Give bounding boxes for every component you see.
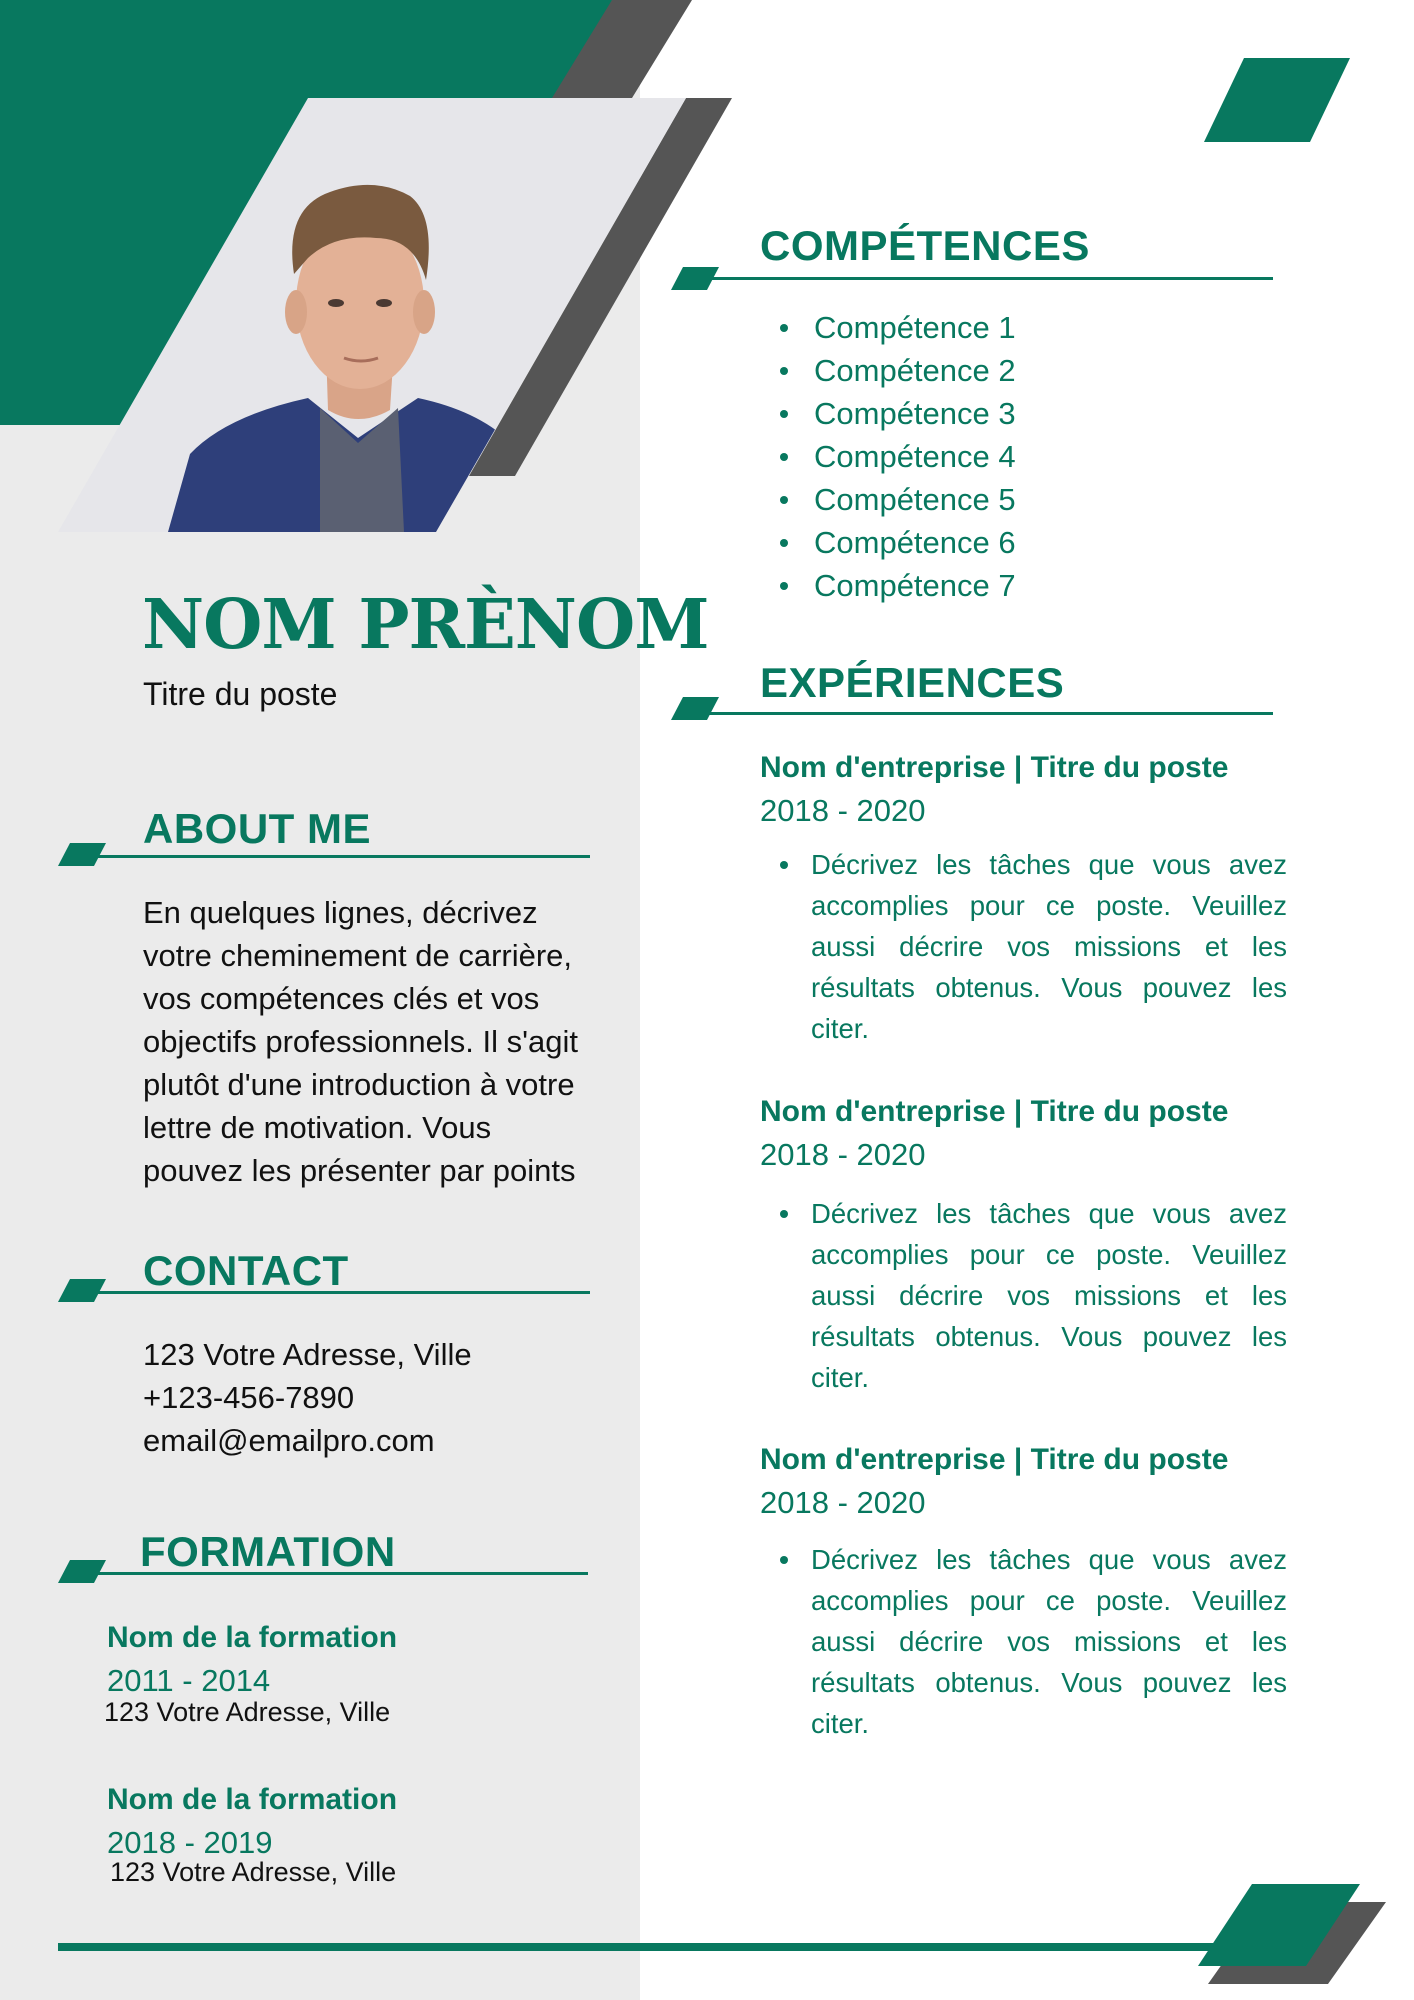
contact-email: email@emailpro.com (143, 1423, 435, 1458)
formation-years: 2018 - 2019 (107, 1825, 273, 1860)
top-right-parallelogram (1204, 58, 1350, 142)
skill-item: Compétence 1 (760, 306, 1016, 349)
skills-list (760, 306, 1016, 607)
experience-years: 2018 - 2020 (760, 793, 926, 828)
contact-details (143, 1333, 472, 1462)
formation-name: Nom de la formation (107, 1783, 398, 1816)
contact-address: 123 Votre Adresse, Ville (143, 1337, 472, 1372)
contact-section-title: CONTACT (143, 1247, 349, 1294)
profile-photo (58, 98, 686, 532)
experience-item (760, 1440, 1228, 1526)
skills-section-title: COMPÉTENCES (760, 222, 1090, 269)
skill-item: Compétence 3 (760, 392, 1016, 435)
candidate-job-title: Titre du poste (143, 676, 338, 712)
candidate-name: NOM PRÈNOM (142, 585, 709, 665)
formation-years: 2011 - 2014 (107, 1663, 271, 1698)
experience-description: Décrivez les tâches que vous avez accomplies pour ce poste. Veuillez aussi décrire vos missions et les résultats obtenus. Vous pouvez les citer. (811, 849, 1287, 1044)
skill-item: Compétence 2 (760, 349, 1016, 392)
experience-years: 2018 - 2020 (760, 1137, 926, 1172)
experience-item (760, 1092, 1228, 1178)
skill-item: Compétence 5 (760, 478, 1016, 521)
skills-rule (671, 267, 1273, 290)
about-line: vos compétences clés et vos (143, 981, 540, 1016)
experience-description: Décrivez les tâches que vous avez accomplies pour ce poste. Veuillez aussi décrire vos missions et les résultats obtenus. Vous pouvez les citer. (811, 1544, 1287, 1739)
about-line: En quelques lignes, décrivez (143, 895, 538, 930)
formation-address: 123 Votre Adresse, Ville (104, 1697, 391, 1727)
experience-description: Décrivez les tâches que vous avez accomplies pour ce poste. Veuillez aussi décrire vos missions et les résultats obtenus. Vous pouvez les citer. (811, 1198, 1287, 1393)
contact-phone: +123-456-7890 (143, 1380, 355, 1415)
skill-item: Compétence 6 (760, 521, 1016, 564)
experience-years: 2018 - 2020 (760, 1485, 926, 1520)
about-line: votre cheminement de carrière, (143, 938, 573, 973)
experiences-section-title: EXPÉRIENCES (760, 659, 1065, 706)
bullet-icon (780, 1556, 788, 1564)
bullet-icon (780, 861, 788, 869)
formation-address: 123 Votre Adresse, Ville (110, 1857, 397, 1887)
about-text (143, 891, 623, 1192)
about-line: objectifs professionnels. Il s'agit (143, 1024, 578, 1059)
experience-heading: Nom d'entreprise | Titre du poste (760, 1443, 1229, 1476)
formation-section-title: FORMATION (140, 1528, 396, 1575)
about-line: lettre de motivation. Vous (143, 1110, 492, 1145)
about-section-title: ABOUT ME (143, 805, 371, 852)
experience-heading: Nom d'entreprise | Titre du poste (760, 751, 1229, 784)
formation-name: Nom de la formation (107, 1621, 398, 1654)
formation-item (107, 1618, 397, 1704)
skill-item: Compétence 4 (760, 435, 1016, 478)
about-line: pouvez les présenter par points (143, 1153, 576, 1188)
bottom-rule (58, 1943, 1238, 1951)
about-line: plutôt d'une introduction à votre (143, 1067, 575, 1102)
formation-item (107, 1780, 397, 1866)
skill-item: Compétence 7 (760, 564, 1016, 607)
bullet-icon (780, 1210, 788, 1218)
experience-heading: Nom d'entreprise | Titre du poste (760, 1095, 1229, 1128)
experience-item (760, 748, 1228, 834)
